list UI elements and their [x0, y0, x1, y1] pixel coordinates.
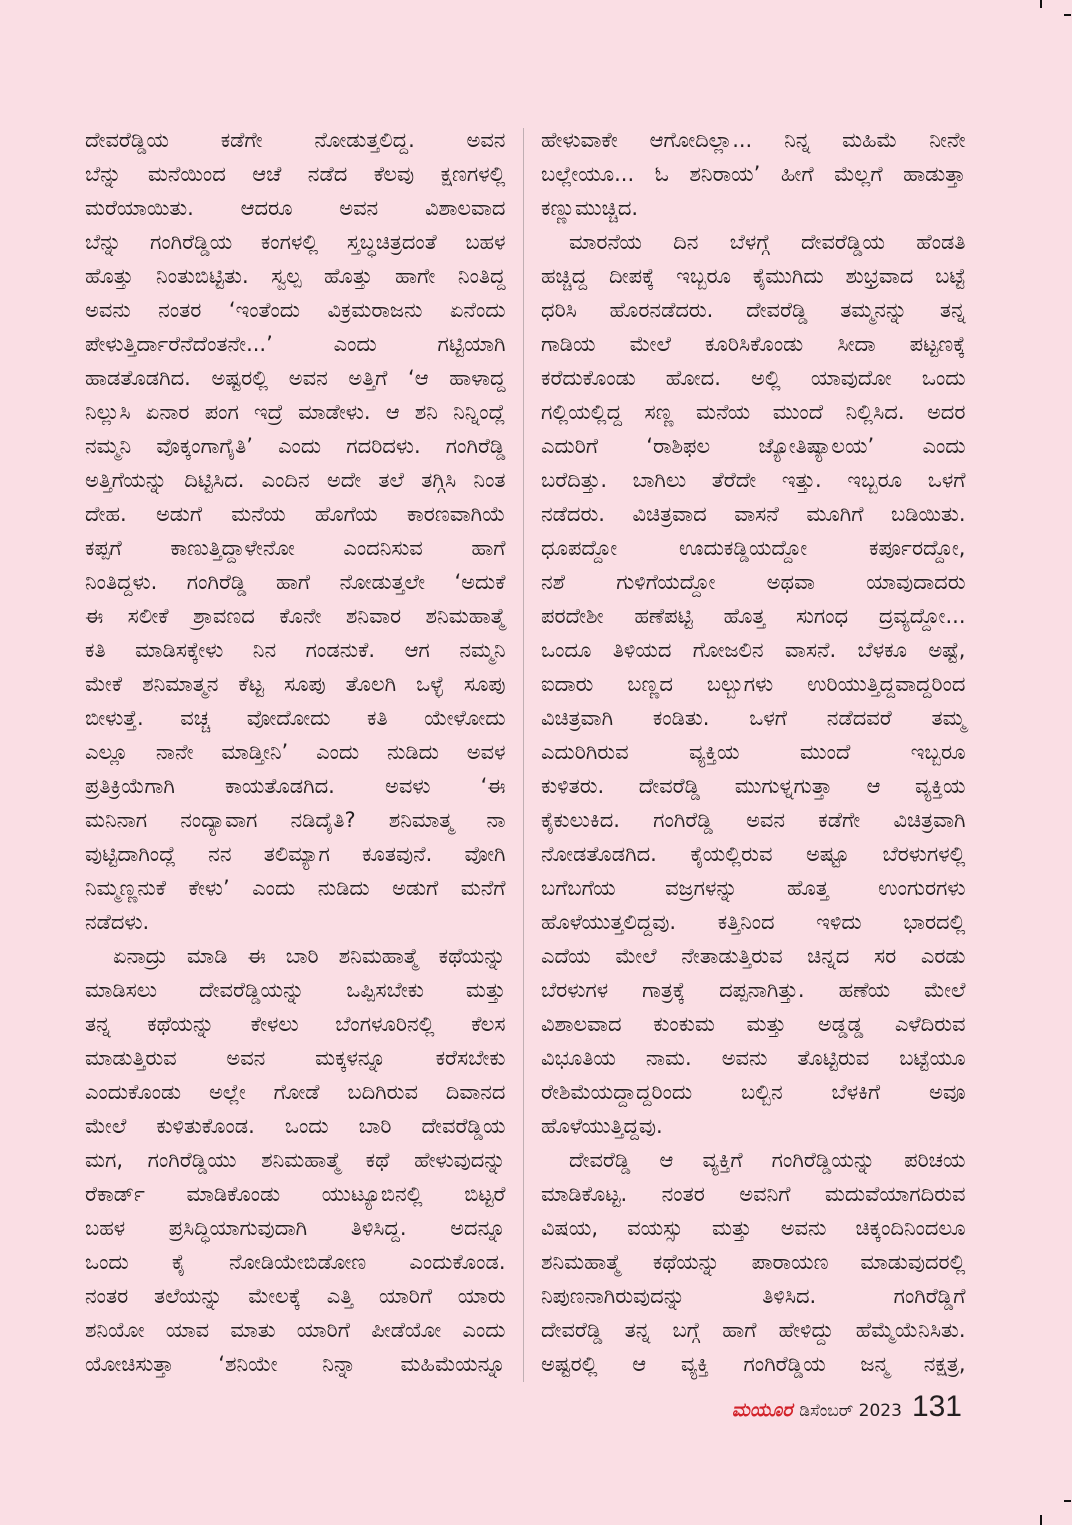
text-line: ಹಾಡತೊಡಗಿದ. ಅಷ್ಟರಲ್ಲಿ ಅವನ ಅತ್ತಿಗೆ ‘ಆ ಹಾಳಾದ್ದ: [85, 366, 506, 390]
text-line: ಅತ್ತಿಗೆಯನ್ನು ದಿಟ್ಟಿಸಿದ. ಎಂದಿನ ಅದೇ ತಲೆ ತಗ್ಗಿಸಿ ನಿಂತ: [85, 468, 506, 492]
text-line: ನಡೆದಳು.: [85, 910, 150, 934]
text-line: ನಿಪುಣನಾಗಿರುವುದನ್ನು ತಿಳಿಸಿದ. ಗಂಗಿರೆಡ್ಡಿಗೆ: [541, 1284, 966, 1308]
crop-mark-top-right: [1064, 14, 1071, 16]
text-line: ಪರದೇಶೀ ಹಣೆಪಟ್ಟಿ ಹೊತ್ತ ಸುಗಂಧ ದ್ರವ್ಯದ್ದೋ...: [541, 604, 966, 628]
text-line: ದೇವರೆಡ್ಡಿ ತನ್ನ ಬಗ್ಗೆ ಹಾಗೆ ಹೇಳಿದ್ದು ಹೆಮ್ಮೆಯೆನಿಸಿತು.: [541, 1318, 966, 1342]
text-line: ಮೇಕೆ ಶನಿಮಾತ್ಮನ ಕೆಟ್ಟ ಸೂಪು ತೊಲಗಿ ಒಳ್ಳೆ ಸೂಪು: [85, 672, 506, 696]
text-line: ನಿಲ್ಲುಸಿ ಏನಾರ ಪಂಗ ಇದ್ರೆ ಮಾಡೇಳು. ಆ ಶನಿ ನಿನ್ನಿಂದ್ಲೆ: [85, 400, 506, 424]
text-line: ಕುಳಿತರು. ದೇವರೆಡ್ಡಿ ಮುಗುಳ್ನಗುತ್ತಾ ಆ ವ್ಯಕ್ತಿಯ: [541, 774, 966, 798]
left-column: [85, 123, 506, 1381]
text-line: ಮೇಲೆ ಕುಳಿತುಕೊಂಡ. ಒಂದು ಬಾರಿ ದೇವರೆಡ್ಡಿಯ: [85, 1114, 506, 1138]
text-line: ಬೆನ್ನು ಗಂಗಿರೆಡ್ಡಿಯ ಕಂಗಳಲ್ಲಿ ಸ್ತಬ್ಧಚಿತ್ರದಂತೆ ಬಹಳ: [85, 230, 506, 254]
text-line: ಹೊಳೆಯುತ್ತಿದ್ದವು.: [541, 1114, 663, 1138]
paragraph: [541, 123, 966, 225]
text-line: ಕರೆದುಕೊಂಡು ಹೋದ. ಅಲ್ಲಿ ಯಾವುದೋ ಒಂದು: [541, 366, 966, 390]
text-line: ಏನಾದ್ರು ಮಾಡಿ ಈ ಬಾರಿ ಶನಿಮಹಾತ್ಮೆ ಕಥೆಯನ್ನು: [113, 944, 506, 968]
text-line: ನಮ್ಮನಿ ವೊಕ್ಕಂಗಾಗೈತಿ’ ಎಂದು ಗದರಿದಳು. ಗಂಗಿರೆಡ್ಡಿ: [85, 434, 506, 458]
text-line: ಬಗೆಬಗೆಯ ವಜ್ರಗಳನ್ನು ಹೊತ್ತ ಉಂಗುರಗಳು: [541, 876, 966, 900]
text-line: ಹೇಳುವಾಕೇ ಆಗೋದಿಲ್ಲಾ... ನಿನ್ನ ಮಹಿಮೆ ನೀನೇ: [541, 128, 966, 152]
text-line: ತನ್ನ ಕಥೆಯನ್ನು ಕೇಳಲು ಬೆಂಗಳೂರಿನಲ್ಲಿ ಕೆಲಸ: [85, 1012, 506, 1036]
text-line: ವಿಭೂತಿಯ ನಾಮ. ಅವನು ತೊಟ್ಟಿರುವ ಬಟ್ಟೆಯೂ: [541, 1046, 966, 1070]
text-line: ಎದುರಿಗೆ ‘ರಾಶಿಫಲ ಜ್ಯೋತಿಷ್ಯಾಲಯ’ ಎಂದು: [541, 434, 966, 458]
text-line: ಎಂದುಕೊಂಡು ಅಲ್ಲೇ ಗೋಡೆ ಬದಿಗಿರುವ ದಿವಾನದ: [85, 1080, 506, 1104]
text-line: ಯೋಚಿಸುತ್ತಾ ‘ಶನಿಯೇ ನಿನ್ನಾ ಮಹಿಮೆಯನ್ನೂ: [85, 1352, 506, 1376]
text-line: ಮರೆಯಾಯಿತು. ಆದರೂ ಅವನ ವಿಶಾಲವಾದ: [85, 196, 506, 220]
text-line: ಮಾರನೆಯ ದಿನ ಬೆಳಗ್ಗೆ ದೇವರೆಡ್ಡಿಯ ಹೆಂಡತಿ: [569, 230, 966, 254]
text-line: ಪ್ರತಿಕ್ರಿಯೆಗಾಗಿ ಕಾಯತೊಡಗಿದ. ಅವಳು ‘ಈ: [85, 774, 506, 798]
text-line: ಐದಾರು ಬಣ್ಣದ ಬಲ್ಬುಗಳು ಉರಿಯುತ್ತಿದ್ದವಾದ್ದರಿಂದ: [541, 672, 966, 696]
text-line: ಅವನು ನಂತರ ‘ಇಂತೆಂದು ವಿಕ್ರಮರಾಜನು ಏನೆಂದು: [85, 298, 506, 322]
text-line: ಗಾಡಿಯ ಮೇಲೆ ಕೂರಿಸಿಕೊಂಡು ಸೀದಾ ಪಟ್ಟಣಕ್ಕೆ: [541, 332, 966, 356]
text-line: ಒಂದೂ ತಿಳಿಯದ ಗೋಜಲಿನ ವಾಸನೆ. ಬೆಳಕೂ ಅಷ್ಟೆ,: [541, 638, 966, 662]
text-line: ಒಂದು ಕೈ ನೋಡಿಯೇಬಿಡೋಣ ಎಂದುಕೊಂಡ.: [85, 1250, 506, 1274]
text-line: ನಿಮ್ಮಣ್ಣನುಕೆ ಕೇಳು’ ಎಂದು ನುಡಿದು ಅಡುಗೆ ಮನೆಗೆ: [85, 876, 506, 900]
text-line: ಈ ಸಲೀಕೆ ಶ್ರಾವಣದ ಕೊನೇ ಶನಿವಾರ ಶನಿಮಹಾತ್ಮೆ: [85, 604, 506, 628]
text-line: ಧರಿಸಿ ಹೊರನಡೆದರು. ದೇವರೆಡ್ಡಿ ತಮ್ಮನನ್ನು ತನ್ನ: [541, 298, 966, 322]
text-line: ನಂತರ ತಲೆಯನ್ನು ಮೇಲಕ್ಕೆ ಎತ್ತಿ ಯಾರಿಗೆ ಯಾರು: [85, 1284, 506, 1308]
text-line: ನಡೆದರು. ವಿಚಿತ್ರವಾದ ವಾಸನೆ ಮೂಗಿಗೆ ಬಡಿಯಿತು.: [541, 502, 966, 526]
text-line: ಮಗ, ಗಂಗಿರೆಡ್ಡಿಯು ಶನಿಮಹಾತ್ಮೆ ಕಥೆ ಹೇಳುವುದನ್ನು: [85, 1148, 506, 1172]
text-line: ಎದುರಿಗಿರುವ ವ್ಯಕ್ತಿಯ ಮುಂದೆ ಇಬ್ಬರೂ: [541, 740, 966, 764]
page-footer: [732, 1390, 962, 1424]
crop-mark-top: [1040, 0, 1042, 8]
paragraph: [85, 939, 506, 1381]
text-line: ನೋಡತೊಡಗಿದ. ಕೈಯಲ್ಲಿರುವ ಅಷ್ಟೂ ಬೆರಳುಗಳಲ್ಲಿ: [541, 842, 966, 866]
text-line: ವಿಚಿತ್ರವಾಗಿ ಕಂಡಿತು. ಒಳಗೆ ನಡೆದವರೆ ತಮ್ಮ: [541, 706, 966, 730]
text-line: ಬೆರಳುಗಳ ಗಾತ್ರಕ್ಕೆ ದಪ್ಪನಾಗಿತ್ತು. ಹಣೆಯ ಮೇಲೆ: [541, 978, 966, 1002]
text-line: ಕೈಕುಲುಕಿದ. ಗಂಗಿರೆಡ್ಡಿ ಅವನ ಕಡೆಗೇ ವಿಚಿತ್ರವಾಗಿ: [541, 808, 966, 832]
text-line: ವಿಷಯ, ವಯಸ್ಸು ಮತ್ತು ಅವನು ಚಿಕ್ಕಂದಿನಿಂದಲೂ: [541, 1216, 966, 1240]
crop-mark-bottom-right: [1064, 1500, 1071, 1502]
text-line: ನಶೆ ಗುಳಿಗೆಯದ್ದೋ ಅಥವಾ ಯಾವುದಾದರು: [541, 570, 966, 594]
text-line: ಬೀಳುತ್ತೆ. ವಚ್ಚ ವೋದೋದು ಕತಿ ಯೇಳೋದು: [85, 706, 506, 730]
text-line: ದೇವರೆಡ್ಡಿ ಆ ವ್ಯಕ್ತಿಗೆ ಗಂಗಿರೆಡ್ಡಿಯನ್ನು ಪರಿಚಯ: [569, 1148, 966, 1172]
text-line: ಮನಿನಾಗ ನಂದ್ಯಾವಾಗ ನಡಿದೈತಿ? ಶನಿಮಾತ್ಮ ನಾ: [85, 808, 506, 832]
text-line: ಶನಿಯೋ ಯಾವ ಮಾತು ಯಾರಿಗೆ ಪೀಡೆಯೋ ಎಂದು: [85, 1318, 506, 1342]
page-number: 131: [911, 1390, 962, 1423]
text-line: ಶನಿಮಹಾತ್ಮೆ ಕಥೆಯನ್ನು ಪಾರಾಯಣ ಮಾಡುವುದರಲ್ಲಿ: [541, 1250, 966, 1274]
text-line: ಬೆನ್ನು ಮನೆಯಿಂದ ಆಚೆ ನಡೆದ ಕೆಲವು ಕ್ಷಣಗಳಲ್ಲಿ: [85, 162, 506, 186]
text-line: ಬರೆದಿತ್ತು. ಬಾಗಿಲು ತೆರೆದೇ ಇತ್ತು. ಇಬ್ಬರೂ ಒಳಗೆ: [541, 468, 966, 492]
text-line: ನಿಂತಿದ್ದಳು. ಗಂಗಿರೆಡ್ಡಿ ಹಾಗೆ ನೋಡುತ್ತಲೇ ‘ಅದುಕೆ: [85, 570, 506, 594]
right-column: [541, 123, 966, 1381]
paragraph: [541, 225, 966, 1143]
text-line: ದೇವರೆಡ್ಡಿಯ ಕಡೆಗೇ ನೋಡುತ್ತಲಿದ್ದ. ಅವನ: [85, 128, 506, 152]
text-line: ಮಾಡಿಕೊಟ್ಟ. ನಂತರ ಅವನಿಗೆ ಮದುವೆಯಾಗದಿರುವ: [541, 1182, 966, 1206]
text-line: ಕಪ್ಪಗೆ ಕಾಣುತ್ತಿದ್ದಾಳೇನೋ ಎಂದನಿಸುವ ಹಾಗೆ: [85, 536, 506, 560]
text-line: ಹೊಳೆಯುತ್ತಲಿದ್ದವು. ಕತ್ತಿನಿಂದ ಇಳಿದು ಭಾರದಲ್ಲಿ: [541, 910, 966, 934]
text-line: ಗಲ್ಲಿಯಲ್ಲಿದ್ದ ಸಣ್ಣ ಮನೆಯ ಮುಂದೆ ನಿಲ್ಲಿಸಿದ. ಅದರ: [541, 400, 966, 424]
text-line: ಕತಿ ಮಾಡಿಸಕ್ಕೇಳು ನಿನ ಗಂಡನುಕೆ. ಆಗ ನಮ್ಮನಿ: [85, 638, 506, 662]
text-line: ಎದೆಯ ಮೇಲೆ ನೇತಾಡುತ್ತಿರುವ ಚಿನ್ನದ ಸರ ಎರಡು: [541, 944, 966, 968]
text-line: ದೇಹ. ಅಡುಗೆ ಮನೆಯ ಹೊಗೆಯ ಕಾರಣವಾಗಿಯೆ: [85, 502, 506, 526]
magazine-logo: ಮಯೂರ: [731, 1399, 793, 1421]
crop-mark-bottom: [1040, 1515, 1042, 1525]
paragraph: [541, 1143, 966, 1381]
text-line: ಎಲ್ಲೂ ನಾನೇ ಮಾಡ್ತೀನಿ’ ಎಂದು ನುಡಿದು ಅವಳ: [85, 740, 506, 764]
text-line: ರೆಕಾರ್ಡ್ ಮಾಡಿಕೊಂಡು ಯುಟ್ಯೂಬಿನಲ್ಲಿ ಬಿಟ್ಟರೆ: [85, 1182, 506, 1206]
text-line: ಬಲ್ಲೇಯೂ... ಓ ಶನಿರಾಯ’ ಹೀಗೆ ಮೆಲ್ಲಗೆ ಹಾಡುತ್ತಾ: [541, 162, 966, 186]
column-divider: [523, 128, 524, 1382]
text-line: ಮಾಡುತ್ತಿರುವ ಅವನ ಮಕ್ಕಳನ್ನೂ ಕರೆಸಬೇಕು: [85, 1046, 506, 1070]
paragraph: [85, 123, 506, 939]
text-line: ಧೂಪದ್ದೋ ಊದುಕಡ್ಡಿಯದ್ದೋ ಕರ್ಪೂರದ್ದೋ,: [541, 536, 966, 560]
text-line: ಮಾಡಿಸಲು ದೇವರೆಡ್ಡಿಯನ್ನು ಒಪ್ಪಿಸಬೇಕು ಮತ್ತು: [85, 978, 506, 1002]
text-line: ಬಹಳ ಪ್ರಸಿದ್ಧಿಯಾಗುವುದಾಗಿ ತಿಳಿಸಿದ್ದ. ಅದನ್ನೂ: [85, 1216, 506, 1240]
text-line: ಅಷ್ಟರಲ್ಲಿ ಆ ವ್ಯಕ್ತಿ ಗಂಗಿರೆಡ್ಡಿಯ ಜನ್ಮ ನಕ್ಷತ್ರ,: [541, 1352, 966, 1376]
text-line: ಕಣ್ಣುಮುಚ್ಚಿದ.: [541, 196, 639, 220]
text-line: ಹಚ್ಚಿದ್ದ ದೀಪಕ್ಕೆ ಇಬ್ಬರೂ ಕೈಮುಗಿದು ಶುಭ್ರವಾದ ಬಟ್ಟೆ: [541, 264, 966, 288]
text-line: ವುಟ್ಟಿದಾಗಿಂದ್ಲೆ ನನ ತಲಿಮ್ಯಾಗ ಕೂತವುನೆ. ವೋಗಿ: [85, 842, 506, 866]
text-line: ರೇಶಿಮೆಯದ್ದಾದ್ದರಿಂದು ಬಲ್ಬಿನ ಬೆಳಕಿಗೆ ಅವೂ: [541, 1080, 966, 1104]
text-line: ವಿಶಾಲವಾದ ಕುಂಕುಮ ಮತ್ತು ಅಡ್ಡಡ್ಡ ಎಳೆದಿರುವ: [541, 1012, 966, 1036]
issue-date: ಡಿಸೆಂಬರ್ 2023: [799, 1401, 902, 1421]
text-line: ಪೇಳುತ್ತಿರ್ದಾರೆನೆದೆಂತನೇ...’ ಎಂದು ಗಟ್ಟಿಯಾಗಿ: [85, 332, 506, 356]
text-line: ಹೊತ್ತು ನಿಂತುಬಿಟ್ಟಿತು. ಸ್ವಲ್ಪ ಹೊತ್ತು ಹಾಗೇ ನಿಂತಿದ್ದ: [85, 264, 506, 288]
